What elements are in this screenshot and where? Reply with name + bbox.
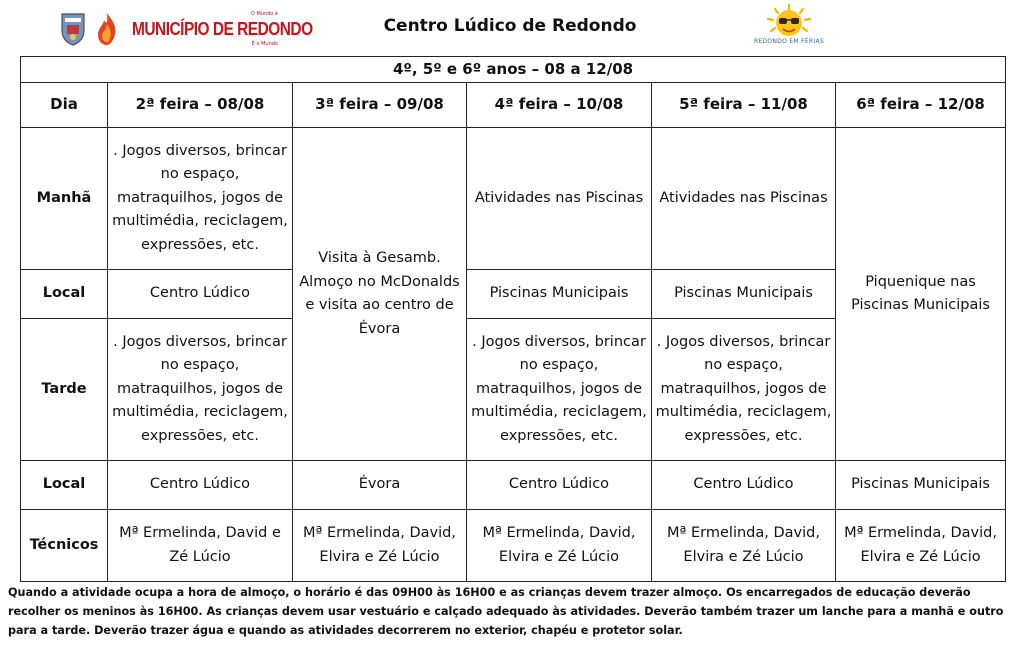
flame-icon [96, 12, 118, 46]
column-header-monday: 2ª feira – 08/08 [108, 83, 293, 128]
table-row-manha [21, 128, 1006, 270]
logo-tagline-top: O Mundo é [250, 11, 278, 17]
schedule-table [20, 56, 1006, 582]
row-label-local-morning: Local [21, 270, 108, 319]
cell-tuesday-day: Visita à Gesamb. Almoço no McDonalds e visita ao centro de Évora [293, 128, 467, 461]
cell-thursday-tarde: . Jogos diversos, brincar no espaço, matraquilhos, jogos de multimédia, reciclagem, expressões, etc. [652, 319, 836, 461]
cell-friday-local-afternoon: Piscinas Municipais [836, 461, 1006, 510]
cell-monday-local-afternoon: Centro Lúdico [108, 461, 293, 510]
row-label-manha: Manhã [21, 128, 108, 270]
cell-thursday-tecnicos: Mª Ermelinda, David, Elvira e Zé Lúcio [652, 510, 836, 582]
sun-sunglasses-icon [748, 4, 830, 40]
column-header-wednesday: 4ª feira – 10/08 [467, 83, 652, 128]
group-title: 4º, 5º e 6º anos – 08 a 12/08 [21, 57, 1006, 83]
table-header-row [21, 83, 1006, 128]
column-header-dia: Dia [21, 83, 108, 128]
cell-wednesday-tarde: . Jogos diversos, brincar no espaço, matraquilhos, jogos de multimédia, reciclagem, expressões, etc. [467, 319, 652, 461]
cell-wednesday-tecnicos: Mª Ermelinda, David, Elvira e Zé Lúcio [467, 510, 652, 582]
page-title: Centro Lúdico de Redondo [383, 16, 637, 36]
cell-wednesday-local-morning: Piscinas Municipais [467, 270, 652, 319]
cell-monday-tecnicos: Mª Ermelinda, David e Zé Lúcio [108, 510, 293, 582]
cell-wednesday-local-afternoon: Centro Lúdico [467, 461, 652, 510]
cell-friday-tecnicos: Mª Ermelinda, David, Elvira e Zé Lúcio [836, 510, 1006, 582]
cell-wednesday-manha: Atividades nas Piscinas [467, 128, 652, 270]
cell-friday-day: Piquenique nas Piscinas Municipais [836, 128, 1006, 461]
footnote: Quando a atividade ocupa a hora de almoço, o horário é das 09H00 às 16H00 e as crianças devem trazer almoço. Os encarregados de educação deverão recolher os meninos às 16H00. As crianças devem usar vestuário e calçado adequado às atividades. Deverão também trazer um lanche para a manhã e outro para a tarde. Deverão trazer água e quando as atividades decorrerem no exterior, chapéu e protetor solar. [8, 586, 1004, 637]
column-header-thursday: 5ª feira – 11/08 [652, 83, 836, 128]
logo-caption: REDONDO EM FÉRIAS [753, 38, 825, 45]
cell-thursday-local-afternoon: Centro Lúdico [652, 461, 836, 510]
coat-of-arms-icon [58, 12, 88, 46]
municipality-name: MUNICÍPIO DE REDONDO [132, 19, 313, 39]
table-title-row [21, 57, 1006, 83]
row-label-tecnicos: Técnicos [21, 510, 108, 582]
cell-tuesday-tecnicos: Mª Ermelinda, David, Elvira e Zé Lúcio [293, 510, 467, 582]
redondo-em-ferias-logo [748, 4, 830, 52]
cell-tuesday-local-afternoon: Évora [293, 461, 467, 510]
municipality-logo [132, 10, 313, 48]
column-header-friday: 6ª feira – 12/08 [836, 83, 1006, 128]
table-row-local-afternoon [21, 461, 1006, 510]
cell-thursday-local-morning: Piscinas Municipais [652, 270, 836, 319]
cell-thursday-manha: Atividades nas Piscinas [652, 128, 836, 270]
cell-monday-tarde: . Jogos diversos, brincar no espaço, matraquilhos, jogos de multimédia, reciclagem, expressões, etc. [108, 319, 293, 461]
row-label-local-afternoon: Local [21, 461, 108, 510]
column-header-tuesday: 3ª feira – 09/08 [293, 83, 467, 128]
cell-monday-manha: . Jogos diversos, brincar no espaço, matraquilhos, jogos de multimédia, reciclagem, expressões, etc. [108, 128, 293, 270]
row-label-tarde: Tarde [21, 319, 108, 461]
cell-monday-local-morning: Centro Lúdico [108, 270, 293, 319]
table-row-tecnicos [21, 510, 1006, 582]
page-header [0, 0, 1024, 56]
logo-tagline-bottom: É o Mundo [251, 41, 278, 47]
